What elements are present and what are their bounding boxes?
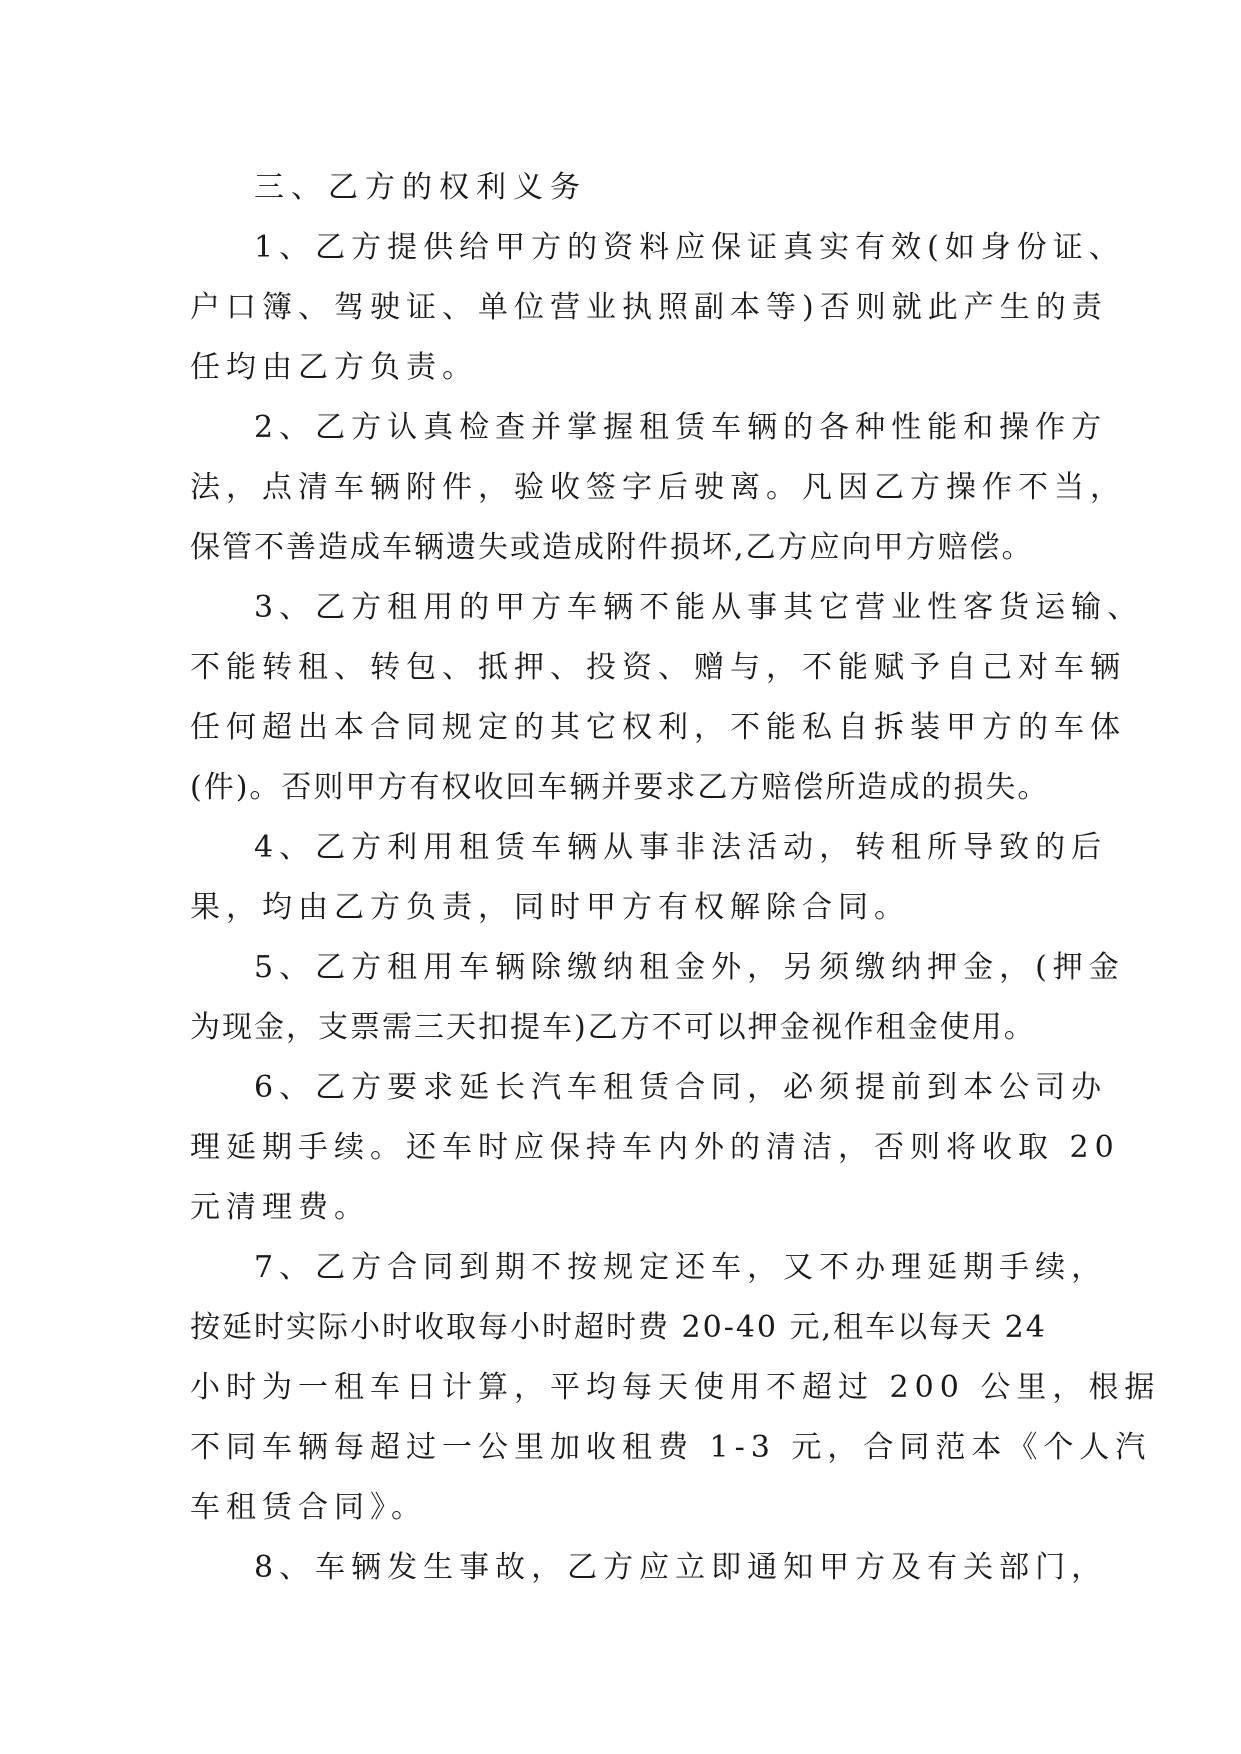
document-body [190,158,1161,1598]
clause-line: 8、车辆发生事故，乙方应立即通知甲方及有关部门， [254,1550,1108,1585]
clause-line: 2、乙方认真检查并掌握租赁车辆的各种性能和操作方 [254,410,1108,445]
clause-4 [190,818,1108,938]
clause-line: 6、乙方要求延长汽车租赁合同，必须提前到本公司办 [254,1070,1108,1105]
clause-line: 任均由乙方负责。 [190,350,478,385]
clause-line: 不同车辆每超过一公里加收租费 1-3 元，合同范本《个人汽 [190,1430,1152,1465]
clause-line: 7、乙方合同到期不按规定还车，又不办理延期手续， [254,1250,1108,1285]
clause-line: 法，点清车辆附件，验收签字后驶离。凡因乙方操作不当， [190,470,1126,505]
clause-line: 小时为一租车日计算，平均每天使用不超过 200 公里，根据 [190,1370,1161,1405]
clause-8 [190,1538,1108,1598]
clause-5 [190,938,1125,1058]
clause-line: 4、乙方利用租赁车辆从事非法活动，转租所导致的后 [254,830,1108,865]
clause-2 [190,398,1126,578]
clause-line: 不能转租、转包、抵押、投资、赠与，不能赋予自己对车辆 [190,650,1126,685]
clause-line: 保管不善造成车辆遗失或造成附件损坏,乙方应向甲方赔偿。 [190,530,1034,565]
clause-line: 果，均由乙方负责，同时甲方有权解除合同。 [190,890,910,925]
clause-line: 3、乙方租用的甲方车辆不能从事其它营业性客货运输、 [254,590,1144,625]
clause-line: 户口簿、驾驶证、单位营业执照副本等)否则就此产生的责 [190,290,1108,325]
clause-line: (件)。否则甲方有权收回车辆并要求乙方赔偿所造成的损失。 [190,770,1050,805]
clause-line: 为现金，支票需三天扣提车)乙方不可以押金视作租金使用。 [190,1010,1036,1045]
clause-3 [190,578,1144,818]
clause-line: 5、乙方租用车辆除缴纳租金外，另须缴纳押金，(押金 [254,950,1125,985]
clause-line: 任何超出本合同规定的其它权利，不能私自拆装甲方的车体 [190,710,1126,745]
section-heading: 三、乙方的权利义务 [254,170,587,205]
clause-7 [190,1238,1161,1538]
clause-1 [190,218,1125,398]
clause-line: 理延期手续。还车时应保持车内外的清洁，否则将收取 20 [190,1130,1120,1165]
clause-6 [190,1058,1120,1238]
clause-line: 按延时实际小时收取每小时超时费 20-40 元,租车以每天 24 [190,1310,1047,1345]
clause-line: 车租赁合同》。 [190,1490,427,1525]
clause-line: 元清理费。 [190,1190,370,1225]
clause-line: 1、乙方提供给甲方的资料应保证真实有效(如身份证、 [254,230,1125,265]
